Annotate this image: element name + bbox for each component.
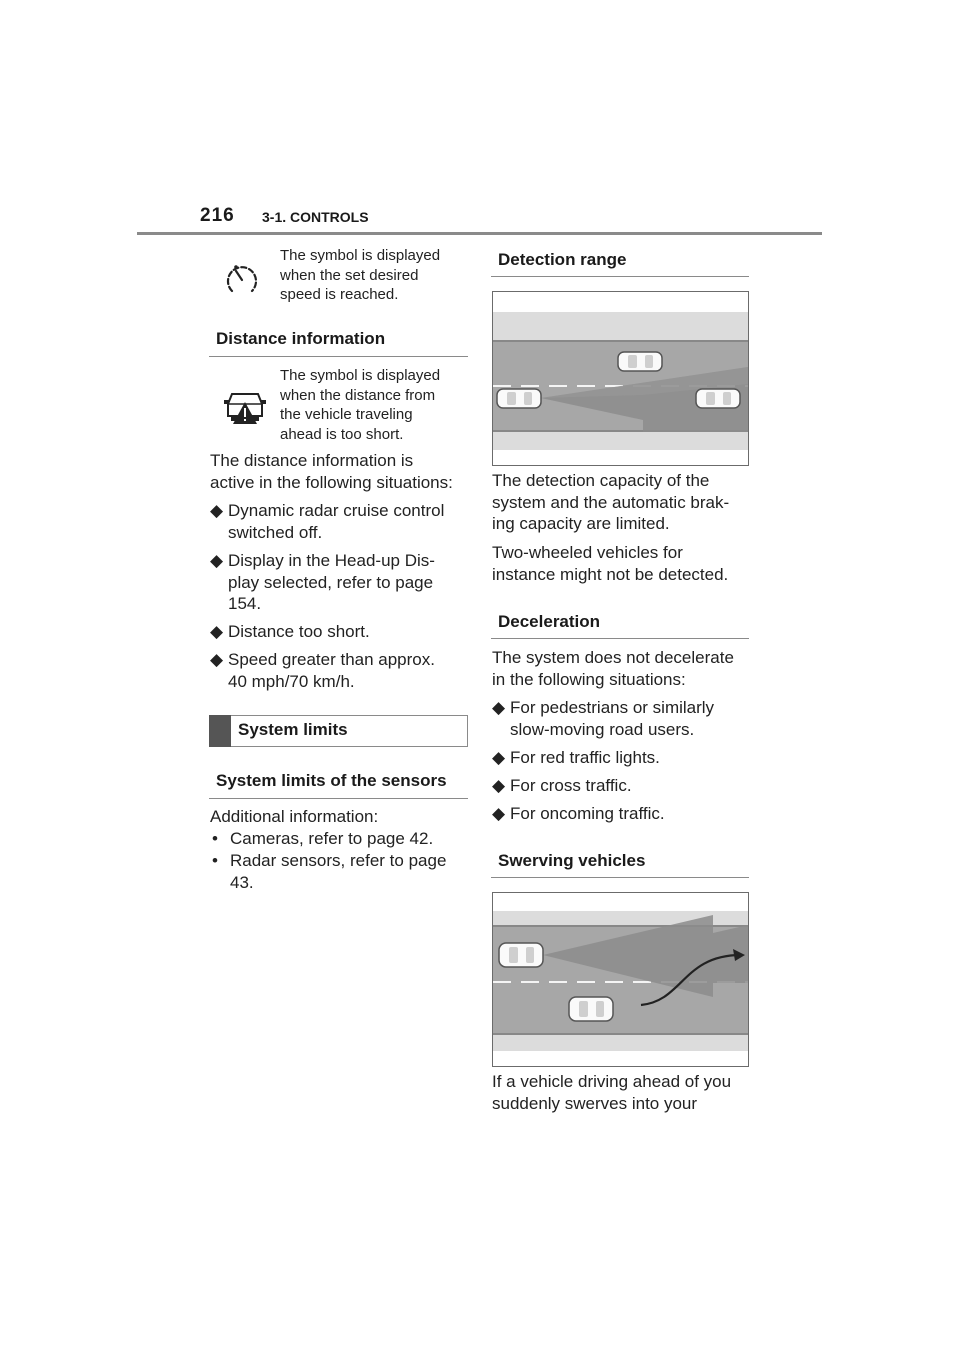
distance-warning-icon xyxy=(222,384,268,428)
text-line: system and the automatic brak- xyxy=(492,492,730,512)
text-line: If a vehicle driving ahead of you xyxy=(492,1072,732,1091)
text-line: Radar sensors, refer to page xyxy=(230,851,447,870)
bullet-icon: ◆ xyxy=(210,501,224,520)
heading-rule xyxy=(491,276,749,277)
text-line: For red traffic lights. xyxy=(510,748,660,767)
text-line: The symbol is displayed xyxy=(280,247,441,264)
text-line: play selected, refer to page xyxy=(228,572,434,592)
text-line: Dynamic radar cruise control xyxy=(228,501,445,520)
bullet-icon: ◆ xyxy=(492,776,506,795)
swerving-vehicles-figure xyxy=(492,892,749,1067)
text-line: Display in the Head-up Dis- xyxy=(228,551,435,570)
car-far-icon xyxy=(696,389,740,408)
bullet-icon: ◆ xyxy=(492,804,506,823)
bullet-icon: ◆ xyxy=(210,650,224,669)
distance-information-heading: Distance information xyxy=(216,329,386,348)
text-line: active in the following situations: xyxy=(210,472,453,492)
heading-rule xyxy=(491,877,749,878)
additional-info-label: Additional information: xyxy=(210,807,379,826)
detection-capacity-text xyxy=(492,470,729,535)
text-line: Two-wheeled vehicles for xyxy=(492,543,683,562)
text-line: in the following situations: xyxy=(492,669,686,689)
bullet-icon: ◆ xyxy=(210,622,224,641)
text-line: The detection capacity of the xyxy=(492,471,710,490)
car-ahead-icon xyxy=(618,352,662,371)
deceleration-heading: Deceleration xyxy=(498,612,601,631)
text-line: 43. xyxy=(230,872,254,892)
text-line: 154. xyxy=(228,594,262,613)
text-line: ing capacity are limited. xyxy=(492,514,670,533)
text-line: The system does not decelerate xyxy=(492,648,734,667)
text-line: slow-moving road users. xyxy=(510,719,695,739)
bullet-icon: ◆ xyxy=(210,551,224,570)
bullet-icon: ◆ xyxy=(492,748,506,767)
text-line: For cross traffic. xyxy=(510,776,632,795)
swerving-vehicles-heading: Swerving vehicles xyxy=(498,851,646,870)
bullet-icon: • xyxy=(212,829,218,848)
text-line: For pedestrians or similarly xyxy=(510,698,715,717)
heading-rule xyxy=(209,798,468,799)
text-line: Cameras, refer to page 42. xyxy=(230,829,434,848)
text-line: switched off. xyxy=(228,522,323,542)
distance-symbol-description xyxy=(280,366,440,444)
text-line: when the set desired xyxy=(280,266,419,284)
speedometer-icon xyxy=(222,258,262,298)
text-line: suddenly swerves into your xyxy=(492,1093,698,1113)
text-line: ahead is too short. xyxy=(280,425,404,443)
bullet-icon: ◆ xyxy=(492,698,506,717)
heading-rule xyxy=(491,638,749,639)
section-marker xyxy=(209,715,231,747)
two-wheeled-text xyxy=(492,542,728,585)
car-own-icon xyxy=(499,943,543,967)
text-line: instance might not be detected. xyxy=(492,564,729,584)
header-divider xyxy=(137,232,822,235)
section-title: 3-1. CONTROLS xyxy=(262,209,369,225)
page-number: 216 xyxy=(200,205,235,226)
speed-symbol-description xyxy=(280,246,440,305)
system-limits-heading: System limits xyxy=(238,720,348,739)
detection-range-figure xyxy=(492,291,749,466)
text-line: Speed greater than approx. xyxy=(228,650,435,669)
deceleration-intro xyxy=(492,647,734,690)
swerving-text xyxy=(492,1071,731,1114)
car-swerving-icon xyxy=(569,997,613,1021)
text-line: speed is reached. xyxy=(280,286,399,303)
heading-rule xyxy=(209,356,468,357)
text-line: 40 mph/70 km/h. xyxy=(228,671,355,691)
car-own-icon xyxy=(497,389,541,408)
text-line: Distance too short. xyxy=(228,622,370,641)
text-line: The distance information is xyxy=(210,451,414,470)
text-line: when the distance from xyxy=(280,386,436,404)
bullet-icon: • xyxy=(212,851,218,870)
detection-range-heading: Detection range xyxy=(498,250,627,269)
distance-intro xyxy=(210,450,453,493)
text-line: the vehicle traveling xyxy=(280,406,413,423)
text-line: For oncoming traffic. xyxy=(510,804,665,823)
sensor-limits-heading: System limits of the sensors xyxy=(216,771,447,790)
text-line: The symbol is displayed xyxy=(280,367,441,384)
